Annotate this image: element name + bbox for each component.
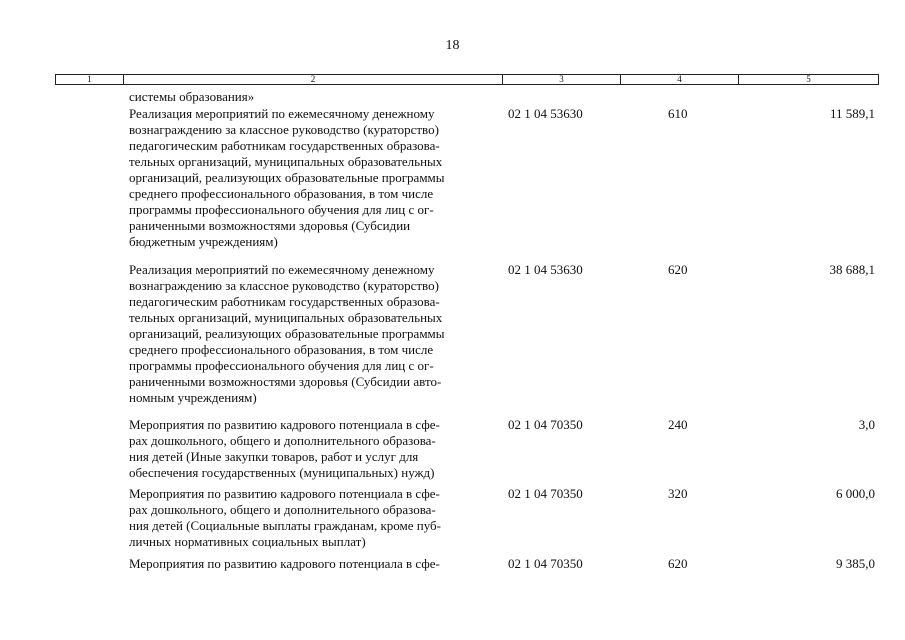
row-description: Мероприятия по развитию кадрового потенциала в сфе- рах дошкольного, общего и дополнительного образова- ния детей (Социальные выплаты гражданам, кроме пуб- личных нормативных социальных выплат) xyxy=(129,486,441,549)
row-expense-type: 240 xyxy=(668,417,688,432)
row-code: 02 1 04 70350 xyxy=(508,486,583,501)
row-amount: 6 000,0 xyxy=(836,486,875,501)
row-code: 02 1 04 53630 xyxy=(508,106,583,121)
row-description: Мероприятия по развитию кадрового потенциала в сфе- рах дошкольного, общего и дополнительного образова- ния детей (Иные закупки товаров, работ и услуг для обеспечения государственных (муниципальных) нужд) xyxy=(129,417,440,480)
row-amount: 3,0 xyxy=(858,417,875,432)
header-col-4: 4 xyxy=(620,75,738,84)
row-amount: 38 688,1 xyxy=(829,262,875,277)
row-code: 02 1 04 70350 xyxy=(508,417,583,432)
header-col-5: 5 xyxy=(738,75,878,84)
row-description: Мероприятия по развитию кадрового потенциала в сфе- xyxy=(129,556,440,571)
table-header xyxy=(55,74,879,85)
header-col-1: 1 xyxy=(87,74,92,84)
row-amount: 9 385,0 xyxy=(836,556,875,571)
row-description: Реализация мероприятий по ежемесячному денежному вознаграждению за классное руководство (кураторство) педагогическим работникам государственных образова- тельных организаций, муниципальных образовательных организаций, реализующих образовательные программы среднего профессионального образования, в том числе программы профессионального обучения для лиц с ог- раниченными возможностями здоровья (Субсидии авто- номным учреждениям) xyxy=(129,262,445,405)
row-expense-type: 320 xyxy=(668,486,688,501)
row-expense-type: 620 xyxy=(668,556,688,571)
row-expense-type: 620 xyxy=(668,262,688,277)
row-code: 02 1 04 53630 xyxy=(508,262,583,277)
header-col-2: 2 xyxy=(123,75,502,84)
row-amount: 11 589,1 xyxy=(829,106,875,121)
header-col-3: 3 xyxy=(502,75,620,84)
continued-text: системы образования» xyxy=(129,89,255,104)
page-number: 18 xyxy=(445,38,460,53)
row-expense-type: 610 xyxy=(668,106,688,121)
row-code: 02 1 04 70350 xyxy=(508,556,583,571)
row-description: Реализация мероприятий по ежемесячному денежному вознаграждению за классное руководство (кураторство) педагогическим работникам государственных образова- тельных организаций, муниципальных образовательных организаций, реализующих образовательные программы среднего профессионального образования, в том числе программы профессионального обучения для лиц с ог- раниченными возможностями здоровья (Субсидии бюджетным учреждениям) xyxy=(129,106,445,249)
